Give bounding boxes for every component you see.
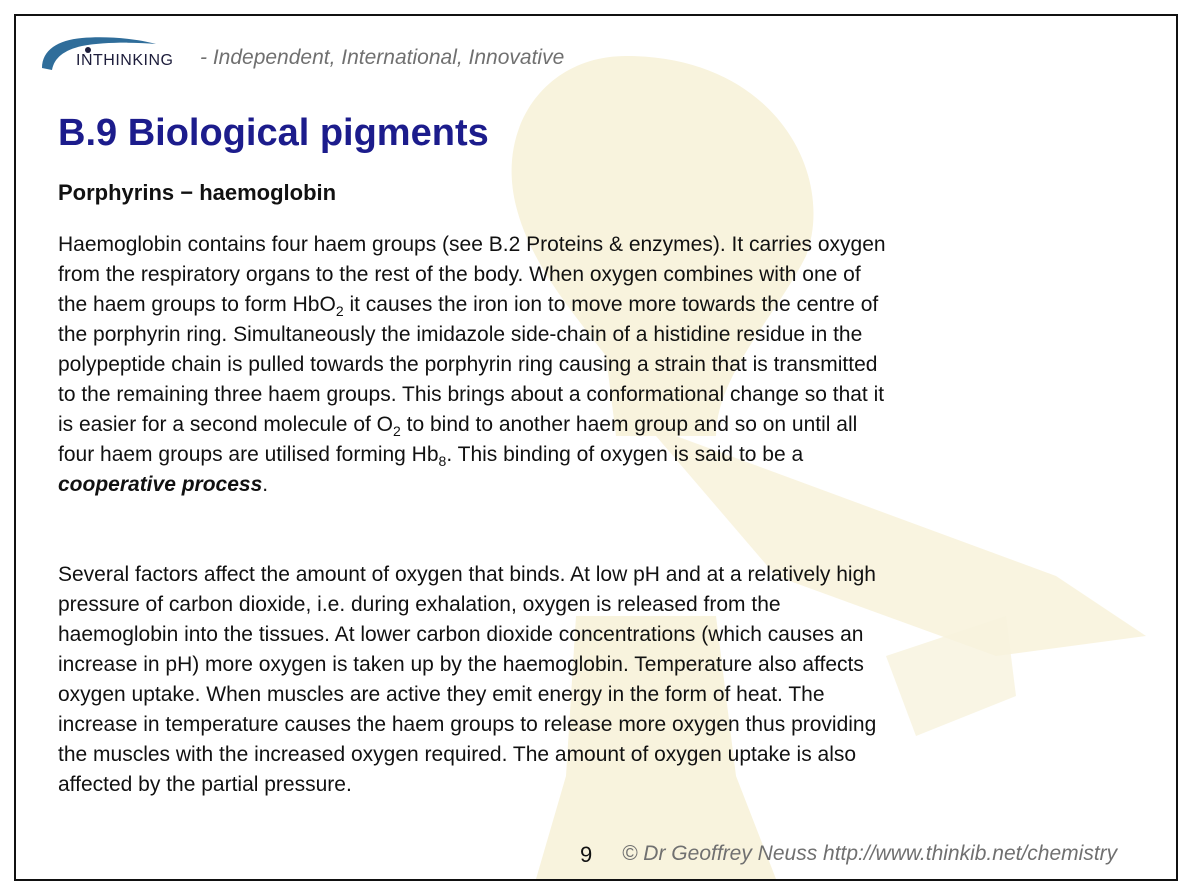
text-line: affected by the partial pressure. — [58, 773, 352, 796]
section-subtitle: Porphyrins − haemoglobin — [58, 180, 337, 205]
text-line: Haemoglobin contains four haem groups (see B.2 Proteins & enzymes). It carries oxygen — [58, 233, 886, 256]
text-line: the porphyrin ring. Simultaneously the imidazole side-chain of a histidine residue in the — [58, 323, 863, 346]
page-title: B.9 Biological pigments — [58, 112, 489, 154]
text-line: polypeptide chain is pulled towards the porphyrin ring causing a strain that is transmitted — [58, 353, 878, 376]
text-segment: it causes the iron ion to move more towards the centre of — [343, 293, 879, 316]
text-line: pressure of carbon dioxide, i.e. during exhalation, oxygen is released from the — [58, 593, 781, 616]
emphasized-term: cooperative process — [58, 473, 263, 496]
footer-credit: © Dr Geoffrey Neuss http://www.thinkib.net/chemistry — [622, 842, 1118, 865]
text-line: increase in temperature causes the haem groups to release more oxygen thus providing — [58, 713, 877, 736]
paragraph-oxygen-factors — [58, 560, 1158, 800]
text-segment: four haem groups are utilised forming Hb — [58, 443, 439, 466]
paragraph-haemoglobin-structure — [58, 230, 1158, 500]
subscript: 2 — [335, 303, 344, 320]
text-segment: . — [262, 473, 269, 496]
text-line: increase in pH) more oxygen is taken up by the haemoglobin. Temperature also affects — [58, 653, 864, 676]
text-line: to the remaining three haem groups. This brings about a conformational change so that it — [58, 383, 885, 406]
text-line: Several factors affect the amount of oxygen that binds. At low pH and at a relatively high — [58, 563, 876, 586]
text-line — [58, 470, 1158, 500]
logo-text: INTHINKING — [76, 52, 174, 69]
text-segment: the haem groups to form HbO — [58, 293, 336, 316]
text-segment: is easier for a second molecule of O — [58, 413, 393, 436]
text-line: oxygen uptake. When muscles are active they emit energy in the form of heat. The — [58, 683, 825, 706]
header — [34, 28, 734, 76]
tagline: - Independent, International, Innovative — [200, 46, 565, 69]
text-segment: . This binding of oxygen is said to be a — [446, 443, 804, 466]
text-segment: to bind to another haem group and so on until all — [400, 413, 858, 436]
subscript: 8 — [438, 453, 447, 470]
page-number: 9 — [580, 842, 593, 867]
text-line — [58, 410, 1158, 440]
text-line — [58, 440, 1158, 470]
text-line: haemoglobin into the tissues. At lower carbon dioxide concentrations (which causes an — [58, 623, 864, 646]
text-line — [58, 290, 1158, 320]
subscript: 2 — [393, 423, 401, 440]
text-line: the muscles with the increased oxygen required. The amount of oxygen uptake is also — [58, 743, 857, 766]
slide — [14, 14, 1178, 881]
text-line: from the respiratory organs to the rest of the body. When oxygen combines with one of — [58, 263, 861, 286]
